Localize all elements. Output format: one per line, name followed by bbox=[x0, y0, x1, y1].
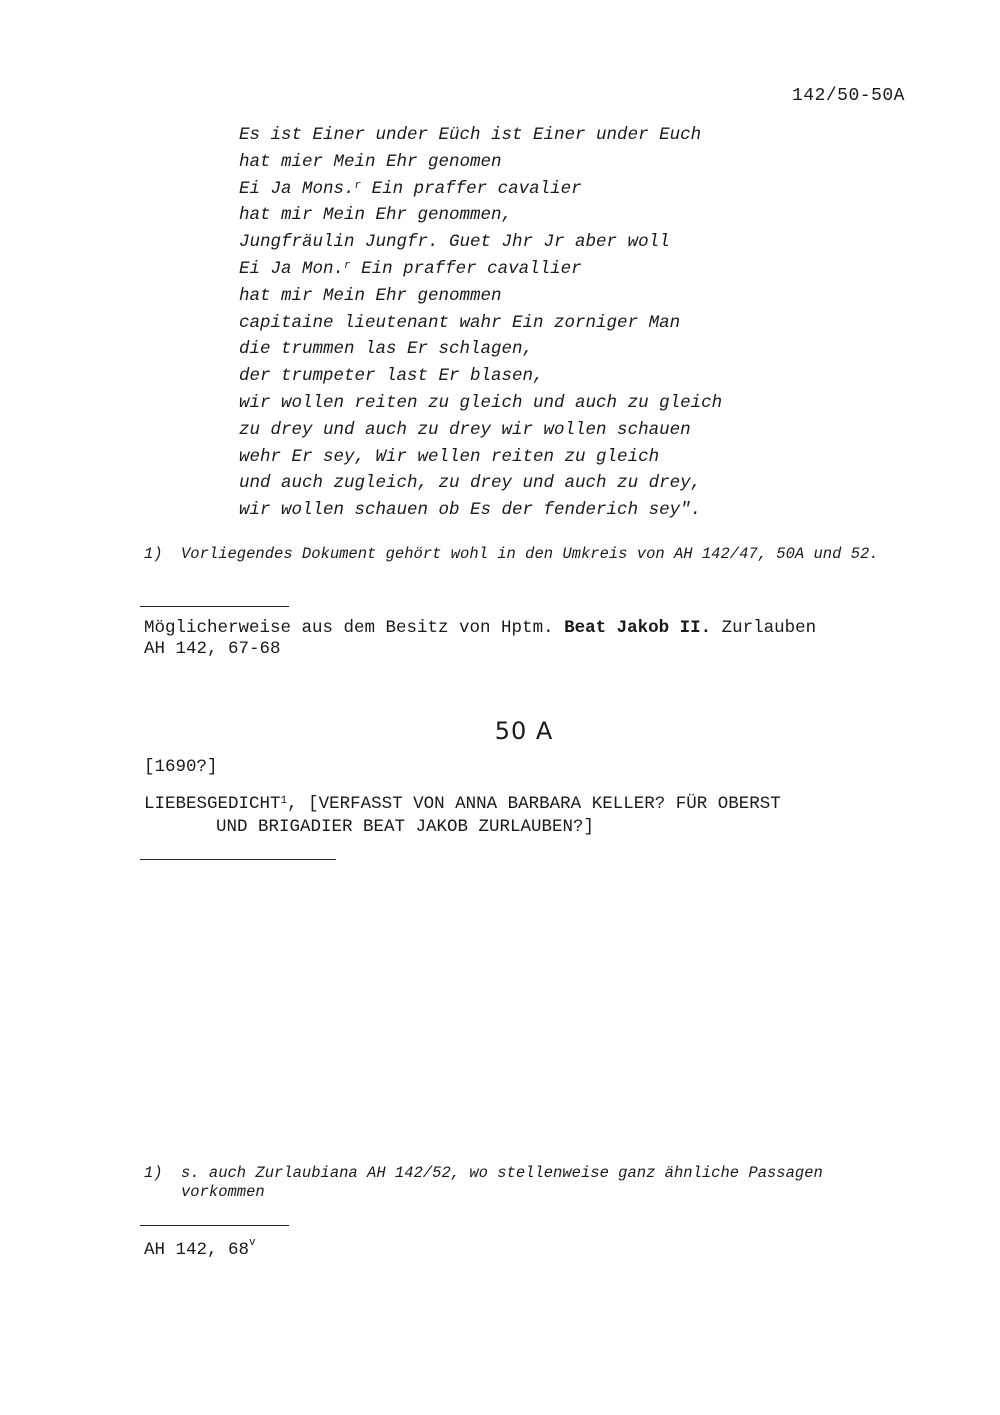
provenance-line bbox=[144, 618, 816, 639]
divider bbox=[140, 606, 289, 607]
document-number: 50 A bbox=[494, 717, 554, 745]
poem-line: capitaine lieutenant wahr Ein zorniger Man bbox=[239, 312, 681, 333]
poem-line: hat mir Mein Ehr genommen bbox=[239, 285, 502, 306]
superscript: r bbox=[344, 259, 351, 272]
superscript: v bbox=[249, 1237, 256, 1249]
footnote-marker: 1 bbox=[280, 795, 288, 807]
poem-line-text: Ei Ja Mon. bbox=[239, 258, 345, 279]
divider bbox=[140, 1225, 289, 1226]
provenance-suffix: Zurlauben bbox=[721, 618, 817, 638]
poem-line-text: Ein praffer cavalier bbox=[361, 178, 582, 199]
title-line-2: UND BRIGADIER BEAT JAKOB ZURLAUBEN?] bbox=[216, 817, 595, 837]
provenance-source: AH 142, 67-68 bbox=[144, 639, 281, 659]
title-main: LIEBESGEDICHT bbox=[144, 794, 281, 814]
poem-line: wir wollen schauen ob Es der fenderich sey". bbox=[239, 500, 702, 521]
poem bbox=[239, 122, 722, 524]
divider bbox=[140, 859, 336, 860]
document-date: [1690?] bbox=[144, 757, 218, 777]
poem-line: Es ist Einer under Eüch ist Einer under Euch bbox=[239, 125, 702, 145]
footnote-text: Vorliegendes Dokument gehört wohl in den Umkreis von AH 142/47, 50A und 52. bbox=[181, 545, 879, 563]
poem-line: hat mier Mein Ehr genomen bbox=[239, 151, 502, 172]
archive-reference bbox=[144, 1237, 256, 1260]
poem-line: hat mir Mein Ehr genommen, bbox=[239, 205, 513, 226]
poem-line-text: Ei Ja Mons. bbox=[239, 178, 355, 199]
provenance-prefix: Möglicherweise aus dem Besitz von Hptm. bbox=[144, 618, 554, 638]
footnote-number: 1) bbox=[144, 1164, 163, 1182]
title-rest: , [VERFASST VON ANNA BARBARA KELLER? FÜR OBERST bbox=[287, 794, 781, 814]
poem-line-text: Ein praffer cavallier bbox=[350, 258, 582, 279]
poem-line bbox=[239, 176, 722, 203]
poem-line: Jungfräulin Jungfr. Guet Jhr Jr aber woll bbox=[239, 232, 670, 253]
poem-line: wir wollen reiten zu gleich und auch zu gleich bbox=[239, 392, 723, 413]
provenance-person: Beat Jakob II. bbox=[564, 618, 712, 638]
poem-line: zu drey und auch zu drey wir wollen schauen bbox=[239, 419, 691, 440]
poem-line: und auch zugleich, zu drey und auch zu drey, bbox=[239, 473, 702, 494]
poem-line: die trummen las Er schlagen, bbox=[239, 339, 534, 360]
poem-line: der trumpeter last Er blasen, bbox=[239, 366, 544, 387]
document-title bbox=[144, 793, 904, 839]
footnote-text: s. auch Zurlaubiana AH 142/52, wo stellenweise ganz ähnliche Passagen vorkommen bbox=[181, 1164, 823, 1201]
archive-reference-text: AH 142, 68 bbox=[144, 1240, 250, 1260]
poem-line bbox=[239, 256, 722, 283]
poem-line: wehr Er sey, Wir wellen reiten zu gleich bbox=[239, 446, 660, 467]
superscript: r bbox=[354, 179, 362, 192]
page-reference: 142/50-50A bbox=[791, 86, 905, 106]
footnote-number: 1) bbox=[144, 545, 163, 563]
footnote-lower bbox=[144, 1164, 904, 1202]
footnote-upper bbox=[144, 545, 904, 564]
provenance-note bbox=[144, 618, 816, 660]
